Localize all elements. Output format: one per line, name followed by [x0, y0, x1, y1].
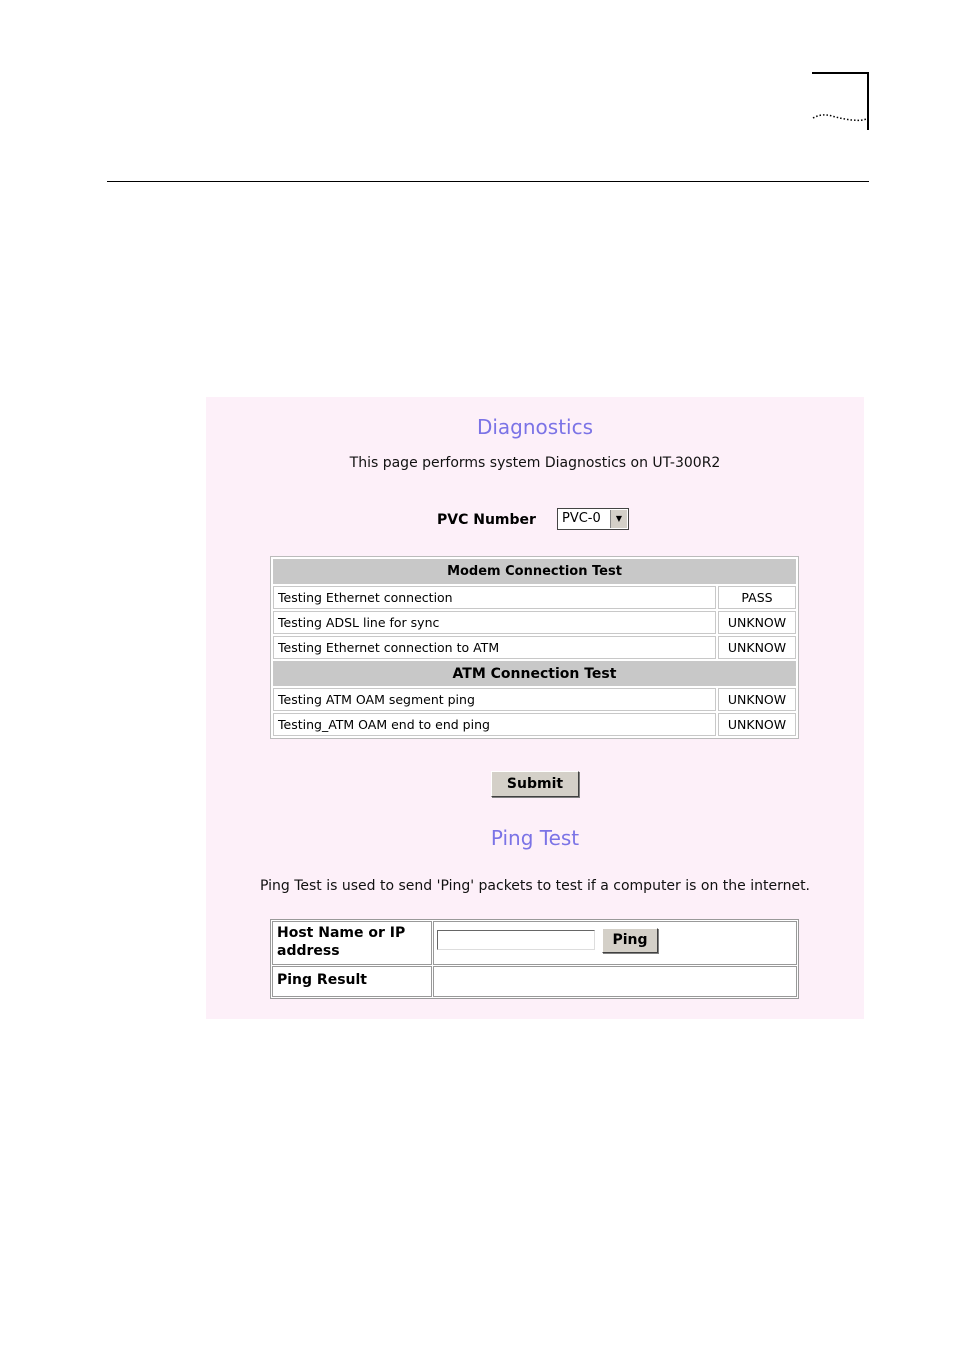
pvc-selected-value: PVC-0 [562, 511, 601, 526]
test-status: UNKNOW [718, 688, 796, 711]
pvc-number-label: PVC Number [437, 512, 536, 528]
test-name: Testing ATM OAM segment ping [273, 688, 716, 711]
test-status: PASS [718, 586, 796, 609]
ping-button[interactable]: Ping [602, 928, 658, 953]
chevron-down-icon[interactable]: ▼ [610, 510, 627, 528]
page-corner-dots-icon [812, 113, 866, 123]
table-row [273, 713, 796, 736]
table-row [273, 688, 796, 711]
diagnostics-subtitle: This page performs system Diagnostics on UT-300R2 [349, 455, 721, 471]
table-row [273, 611, 796, 634]
header-rule [107, 181, 869, 182]
test-name: Testing Ethernet connection to ATM [273, 636, 716, 659]
diagnostics-panel [206, 397, 864, 1019]
test-status: UNKNOW [718, 611, 796, 634]
pvc-number-select[interactable] [557, 508, 629, 530]
table-row [273, 586, 796, 609]
host-name-label: Host Name or IP address [272, 921, 432, 965]
page-corner-line-top [812, 72, 869, 74]
atm-test-header: ATM Connection Test [273, 661, 796, 686]
table-row [273, 636, 796, 659]
submit-button[interactable]: Submit [491, 771, 579, 797]
ping-result-value [433, 966, 797, 997]
ping-result-label: Ping Result [272, 966, 432, 997]
test-status: UNKNOW [718, 636, 796, 659]
test-name: Testing ADSL line for sync [273, 611, 716, 634]
test-status: UNKNOW [718, 713, 796, 736]
test-name: Testing Ethernet connection [273, 586, 716, 609]
diagnostics-title: Diagnostics [476, 415, 594, 439]
ping-test-description: Ping Test is used to send 'Ping' packets to test if a computer is on the internet. [259, 878, 811, 894]
test-name: Testing_ATM OAM end to end ping [273, 713, 716, 736]
modem-test-header: Modem Connection Test [273, 559, 796, 584]
ping-test-title: Ping Test [490, 826, 580, 850]
host-name-input[interactable] [437, 930, 595, 950]
diagnostics-table [270, 556, 799, 739]
page-corner-line-right [867, 72, 869, 130]
